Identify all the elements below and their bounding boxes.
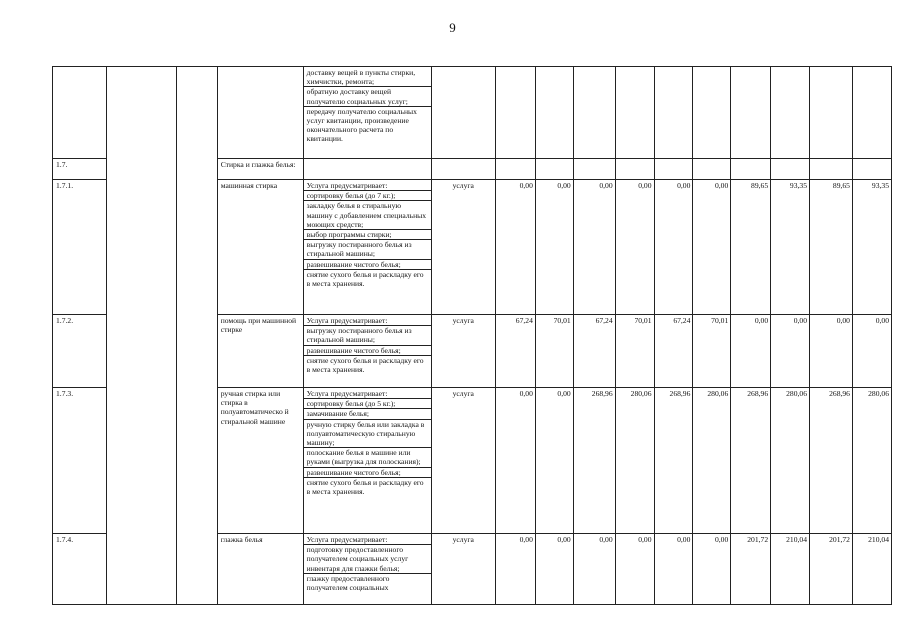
description-line: обратную доставку вещей получателю социальных услуг; [304,87,431,106]
value-cell: 89,65 [731,180,771,315]
value-cell: 93,35 [852,180,891,315]
description-line: Услуга предусматривает: [304,181,431,191]
value-cell: 67,24 [495,315,535,388]
description-line: выбор программы стирки; [304,230,431,240]
description-line: сортировку белья (до 5 кг.); [304,399,431,409]
description-line: снятие сухого белья и раскладку его в места хранения. [306,355,424,375]
table-row [53,180,892,315]
description-line: выгрузку постиранного белья из стиральной машины; [304,326,431,345]
row-number [53,67,107,159]
row-number: 1.7.2. [53,315,107,388]
value-cell: 0,00 [810,315,853,388]
description-line: Услуга предусматривает: [304,535,431,545]
table-row [53,388,892,534]
row-number: 1.7.1. [53,180,107,315]
description-line: полоскание белья в машине или руками (выгрузка для полоскания); [304,448,431,467]
service-name: ручная стирка или стирка в полуавтоматическо й стиральной машине [217,388,303,534]
value-cell: 70,01 [615,315,654,388]
description-line: развешивание чистого белья; [304,346,431,356]
value-cell: 210,04 [771,534,810,605]
description-line: передачу получателю социальных услуг квитанции, произведение окончательного расчета по квитанции. [306,106,417,144]
value-cell: 89,65 [810,180,853,315]
description-cell [303,180,431,315]
value-cell: 0,00 [693,534,731,605]
table-row [53,534,892,605]
services-table [52,66,892,605]
description-cell [303,388,431,534]
description-line: снятие сухого белья и раскладку его в места хранения. [306,477,424,497]
page-number: 9 [449,20,456,35]
value-cell: 0,00 [535,534,573,605]
service-name: Стирка и глажка белья: [217,159,303,180]
unit-cell: услуга [431,534,495,605]
description-line: глажку предоставленного получателем социальных [306,573,390,593]
value-cell: 0,00 [654,534,693,605]
row-number: 1.7.3. [53,388,107,534]
value-cell: 280,06 [615,388,654,534]
value-cell: 0,00 [535,388,573,534]
table-row [53,315,892,388]
value-cell: 280,06 [852,388,891,534]
value-cell: 0,00 [495,180,535,315]
value-cell: 0,00 [654,180,693,315]
value-cell: 0,00 [535,180,573,315]
row-number: 1.7.4. [53,534,107,605]
value-cell: 0,00 [573,534,615,605]
description-line: сортировку белья (до 7 кг.); [304,191,431,201]
value-cell: 0,00 [615,180,654,315]
unit-cell: услуга [431,315,495,388]
value-cell: 210,04 [852,534,891,605]
row-number: 1.7. [53,159,107,180]
value-cell: 280,06 [693,388,731,534]
value-cell: 0,00 [771,315,810,388]
value-cell: 0,00 [573,180,615,315]
value-cell: 268,96 [654,388,693,534]
description-line: Услуга предусматривает: [304,389,431,399]
value-cell: 268,96 [573,388,615,534]
value-cell: 0,00 [495,534,535,605]
description-line: подготовку предоставленного получателем социальных услуг инвентаря для глажки белья; [304,545,431,574]
description-line: замачивание белья; [304,409,431,419]
description-line: доставку вещей в пункты стирки, химчистки, ремонта; [304,68,431,87]
description-line: ручную стирку белья или закладка в полуавтоматическую стиральную машину; [304,420,431,449]
description-line: развешивание чистого белья; [304,260,431,270]
value-cell: 280,06 [771,388,810,534]
unit-cell: услуга [431,180,495,315]
description-cell [303,534,431,605]
service-name: помощь при машинной стирке [217,315,303,388]
value-cell: 268,96 [810,388,853,534]
unit-cell: услуга [431,388,495,534]
value-cell: 0,00 [852,315,891,388]
value-cell: 70,01 [693,315,731,388]
value-cell: 268,96 [731,388,771,534]
description-line: выгрузку постиранного белья из стиральной машины; [304,240,431,259]
value-cell: 70,01 [535,315,573,388]
value-cell: 93,35 [771,180,810,315]
table-row [53,67,892,159]
service-name: машинная стирка [217,180,303,315]
value-cell: 201,72 [731,534,771,605]
description-line: закладку белья в стиральную машину с добавлением специальных моющих средств; [304,201,431,230]
value-cell: 67,24 [573,315,615,388]
description-cell [303,67,431,159]
description-cell [303,315,431,388]
table-row [53,159,892,180]
value-cell: 0,00 [495,388,535,534]
service-name: глажка белья [217,534,303,605]
description-line: развешивание чистого белья; [304,468,431,478]
description-line: Услуга предусматривает: [304,316,431,326]
value-cell: 67,24 [654,315,693,388]
description-line: снятие сухого белья и раскладку его в места хранения. [306,269,424,289]
value-cell: 201,72 [810,534,853,605]
value-cell: 0,00 [731,315,771,388]
value-cell: 0,00 [693,180,731,315]
value-cell: 0,00 [615,534,654,605]
